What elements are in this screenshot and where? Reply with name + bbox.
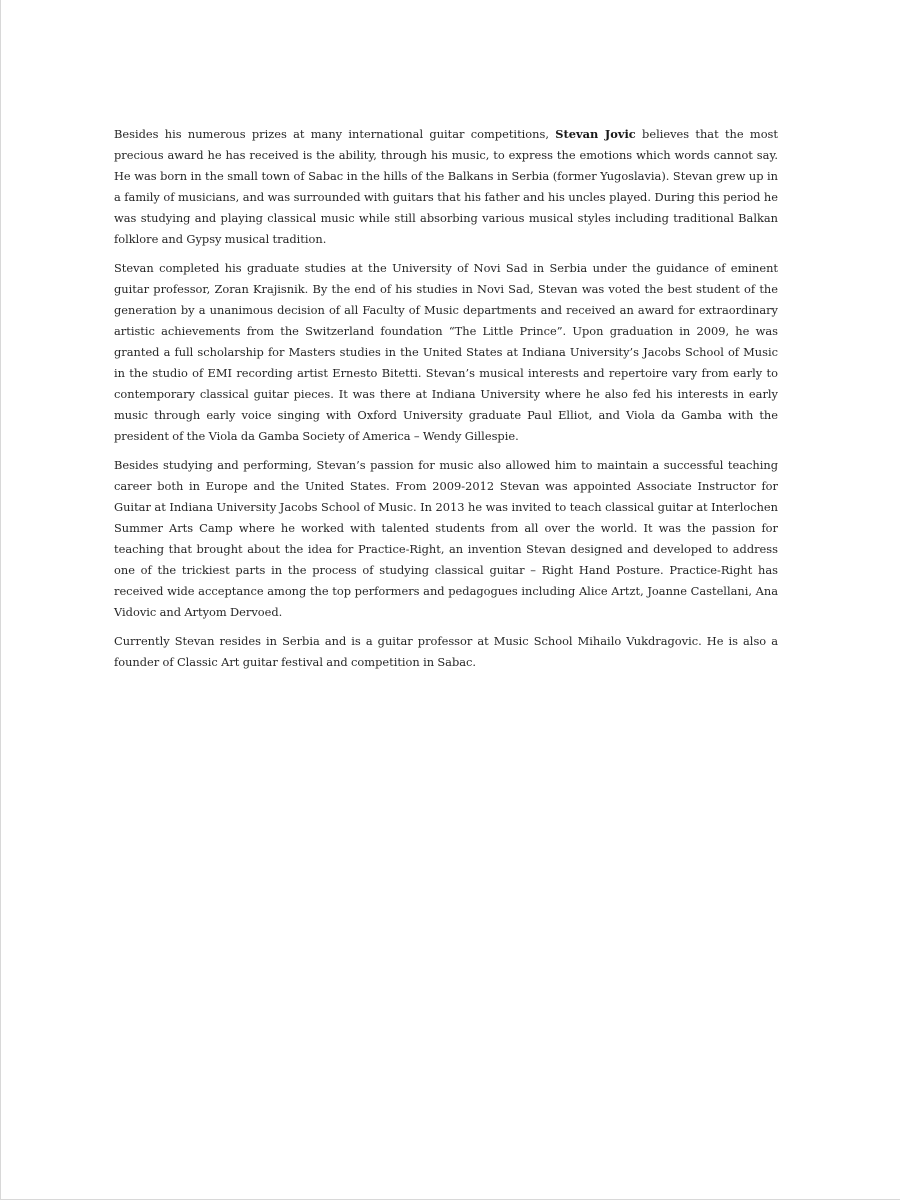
paragraph-teaching-career: Besides studying and performing, Stevan’s passion for music also allowed him to maintain a successful teaching career both in Europe and the United States. From 2009-2012 Stevan was appointed Associate Instructor for Guitar at Indiana University Jacobs School of Music. In 2013 he was invited to teach classical guitar at Interlochen Summer Arts Camp where he worked with talented students from all over the world. It was the passion for teaching that brought about the idea for Practice-Right, an invention Stevan designed and developed to address one of the trickiest parts in the process of studying classical guitar – Right Hand Posture. Practice-Right has received wide acceptance among the top performers and pedagogues including Alice Artzt, Joanne Castellani, Ana Vidovic and Artyom Dervoed. [114, 458, 778, 619]
paragraph-early-life-text: believes that the most precious award he has received is the ability, through his music, to express the emotions which words cannot say. He was born in the small town of Sabac in the hills of the Balkans in Serbia (former Yugoslavia). Stevan grew up in a family of musicians, and was surrounded with guitars that his father and his uncles played. During this period he was studying and playing classical music while still absorbing various musical styles including traditional Balkan folklore and Gypsy musical tradition. [114, 127, 778, 246]
paragraph-early-life [114, 124, 778, 250]
paragraph-current: Currently Stevan resides in Serbia and is a guitar professor at Music School Mihailo Vukdragovic. He is also a founder of Classic Art guitar festival and competition in Sabac. [114, 634, 778, 669]
paragraph-intro-text: Besides his numerous prizes at many international guitar competitions, [114, 127, 556, 141]
biography-text [114, 124, 778, 681]
paragraph-education: Stevan completed his graduate studies at the University of Novi Sad in Serbia under the guidance of eminent guitar professor, Zoran Krajisnik. By the end of his studies in Novi Sad, Stevan was voted the best student of the generation by a unanimous decision of all Faculty of Music departments and received an award for extraordinary artistic achievements from the Switzerland foundation “The Little Prince”. Upon graduation in 2009, he was granted a full scholarship for Masters studies in the United States at Indiana University’s Jacobs School of Music in the studio of EMI recording artist Ernesto Bitetti. Stevan’s musical interests and repertoire vary from early to contemporary classical guitar pieces. It was there at Indiana University where he also fed his interests in early music through early voice singing with Oxford University graduate Paul Elliot, and Viola da Gamba with the president of the Viola da Gamba Society of America – Wendy Gillespie. [114, 261, 778, 443]
artist-name: Stevan Jovic [555, 127, 636, 141]
